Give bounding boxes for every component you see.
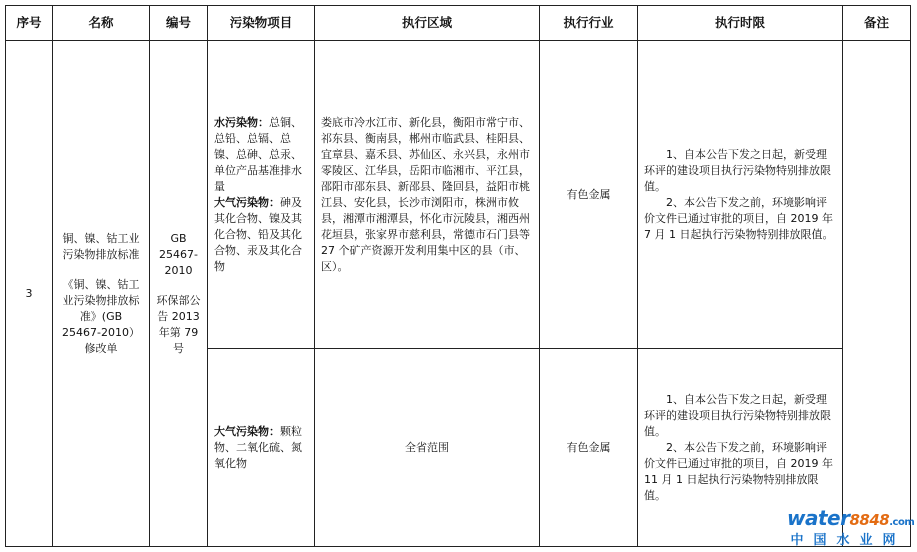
header-name: 名称 [53,6,150,41]
standards-table [5,5,915,547]
cell-industry-1: 有色金属 [540,41,638,349]
cell-code [150,41,208,547]
cell-area-1: 娄底市冷水江市、新化县，衡阳市常宁市、祁东县、衡南县，郴州市临武县、桂阳县、宜章县、嘉禾县、苏仙区、永兴县，永州市零陵区、江华县，岳阳市临湘市、平江县，邵阳市邵东县、新邵县、隆回县，益阳市桃江县、安化县，长沙市浏阳市，株洲市攸县，湘潭市湘潭县，怀化市沅陵县，湘西州花垣县，张家界市慈利县，常德市石门县等 27 个矿产资源开发利用集中区的县（市、区）。 [315,41,540,349]
time-clause-2: 2、本公告下发之前，环境影响评价文件已通过审批的项目，自 2019 年 11 月 1 日起执行污染物特别排放限值。 [644,440,833,502]
header-industry: 执行行业 [540,6,638,41]
cell-pollutants-2 [208,349,315,547]
header-code: 编号 [150,6,208,41]
announcement-number: 环保部公告 2013 年第 79 号 [156,293,201,355]
time-clause-1: 1、自本公告下发之日起，新受理环评的建设项目执行污染物特别排放限值。 [644,147,831,193]
table-row [6,41,911,349]
header-seq: 序号 [6,6,53,41]
header-area: 执行区域 [315,6,540,41]
header-row [6,6,911,41]
standard-amendment: 《铜、镍、钴工业污染物排放标准》(GB 25467-2010）修改单 [62,277,140,355]
watermark-logo [787,506,915,549]
air-pollutants-text: 颗粒物、二氧化硫、氮氧化物 [214,424,302,470]
water-pollutants-text: 总铜、总铅、总镉、总镍、总砷、总汞、单位产品基准排水量 [214,115,302,193]
watermark-wordmark: water8848.com [787,506,915,530]
cell-time-1 [638,41,843,349]
standard-code: GB 25467-2010 [159,231,198,277]
cell-pollutants-1 [208,41,315,349]
header-remark: 备注 [843,6,911,41]
time-clause-1: 1、自本公告下发之日起，新受理环评的建设项目执行污染物特别排放限值。 [644,392,831,438]
water-pollutants-label: 水污染物： [214,115,269,129]
header-time: 执行时限 [638,6,843,41]
air-pollutants-label: 大气污染物： [214,424,280,438]
cell-name [53,41,150,547]
cell-industry-2: 有色金属 [540,349,638,547]
header-pollutants: 污染物项目 [208,6,315,41]
cell-seq: 3 [6,41,53,547]
watermark-subtitle: 中国水业网 [790,533,906,548]
standard-name: 铜、镍、钴工业污染物排放标准 [62,231,140,261]
air-pollutants-label: 大气污染物： [214,195,280,209]
cell-remark [843,41,911,547]
time-clause-2: 2、本公告下发之前，环境影响评价文件已通过审批的项目，自 2019 年 7 月 1 日起执行污染物特别排放限值。 [644,195,834,241]
air-pollutants-text: 砷及其化合物、镍及其化合物、铅及其化合物、汞及其化合物 [214,195,302,273]
cell-area-2: 全省范围 [315,349,540,547]
